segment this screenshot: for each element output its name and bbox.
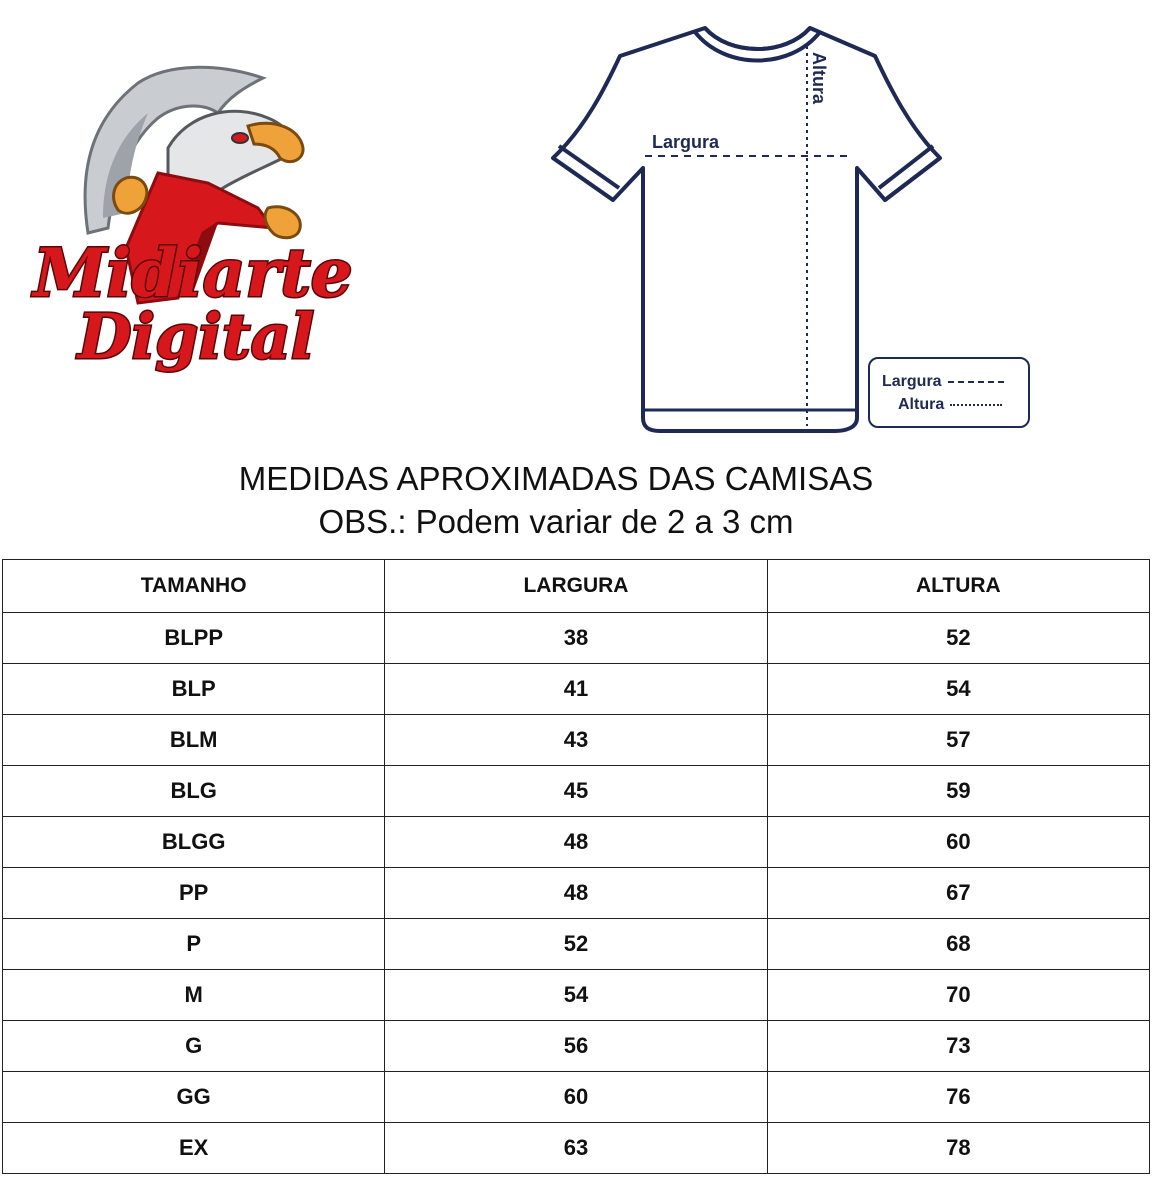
dashed-line-icon	[948, 381, 1004, 383]
altura-cell: 67	[767, 868, 1149, 919]
size-cell: G	[3, 1021, 385, 1072]
largura-cell: 43	[385, 715, 767, 766]
table-row	[3, 970, 1150, 1021]
largura-label: Largura	[652, 132, 720, 152]
table-row	[3, 1072, 1150, 1123]
size-cell: EX	[3, 1123, 385, 1174]
altura-cell: 57	[767, 715, 1149, 766]
size-cell: BLP	[3, 664, 385, 715]
size-cell: BLGG	[3, 817, 385, 868]
largura-cell: 41	[385, 664, 767, 715]
table-row	[3, 766, 1150, 817]
measurement-legend	[868, 357, 1030, 428]
altura-cell: 78	[767, 1123, 1149, 1174]
table-row	[3, 613, 1150, 664]
page-title: MEDIDAS APROXIMADAS DAS CAMISAS	[238, 460, 874, 497]
table-row	[3, 664, 1150, 715]
size-cell: P	[3, 919, 385, 970]
altura-cell: 52	[767, 613, 1149, 664]
largura-cell: 45	[385, 766, 767, 817]
altura-cell: 59	[767, 766, 1149, 817]
column-header-tamanho: TAMANHO	[3, 560, 385, 613]
page-note: OBS.: Podem variar de 2 a 3 cm	[318, 503, 794, 540]
largura-cell: 63	[385, 1123, 767, 1174]
largura-cell: 48	[385, 817, 767, 868]
table-row	[3, 868, 1150, 919]
size-table	[2, 559, 1150, 1174]
legend-altura	[898, 396, 1002, 414]
altura-cell: 76	[767, 1072, 1149, 1123]
table-header-row	[3, 560, 1150, 613]
largura-cell: 38	[385, 613, 767, 664]
altura-cell: 70	[767, 970, 1149, 1021]
altura-label: Altura	[809, 52, 829, 105]
brand-line2: Digital	[77, 300, 315, 373]
altura-cell: 73	[767, 1021, 1149, 1072]
largura-cell: 52	[385, 919, 767, 970]
altura-cell: 60	[767, 817, 1149, 868]
brand-line1: Midiarte	[33, 234, 353, 312]
table-row	[3, 1123, 1150, 1174]
largura-cell: 48	[385, 868, 767, 919]
size-cell: M	[3, 970, 385, 1021]
dotted-line-icon	[950, 404, 1002, 406]
altura-cell: 54	[767, 664, 1149, 715]
table-row	[3, 715, 1150, 766]
table-row	[3, 919, 1150, 970]
legend-largura	[882, 373, 1004, 391]
altura-cell: 68	[767, 919, 1149, 970]
size-cell: BLM	[3, 715, 385, 766]
legend-altura-label: Altura	[898, 396, 945, 413]
largura-cell: 56	[385, 1021, 767, 1072]
largura-cell: 60	[385, 1072, 767, 1123]
size-cell: GG	[3, 1072, 385, 1123]
size-cell: PP	[3, 868, 385, 919]
largura-cell: 54	[385, 970, 767, 1021]
table-row	[3, 1021, 1150, 1072]
size-cell: BLPP	[3, 613, 385, 664]
column-header-largura: LARGURA	[385, 560, 767, 613]
column-header-altura: ALTURA	[767, 560, 1149, 613]
midiarte-digital-logo	[18, 58, 368, 388]
size-cell: BLG	[3, 766, 385, 817]
legend-largura-label: Largura	[882, 373, 942, 390]
table-row	[3, 817, 1150, 868]
